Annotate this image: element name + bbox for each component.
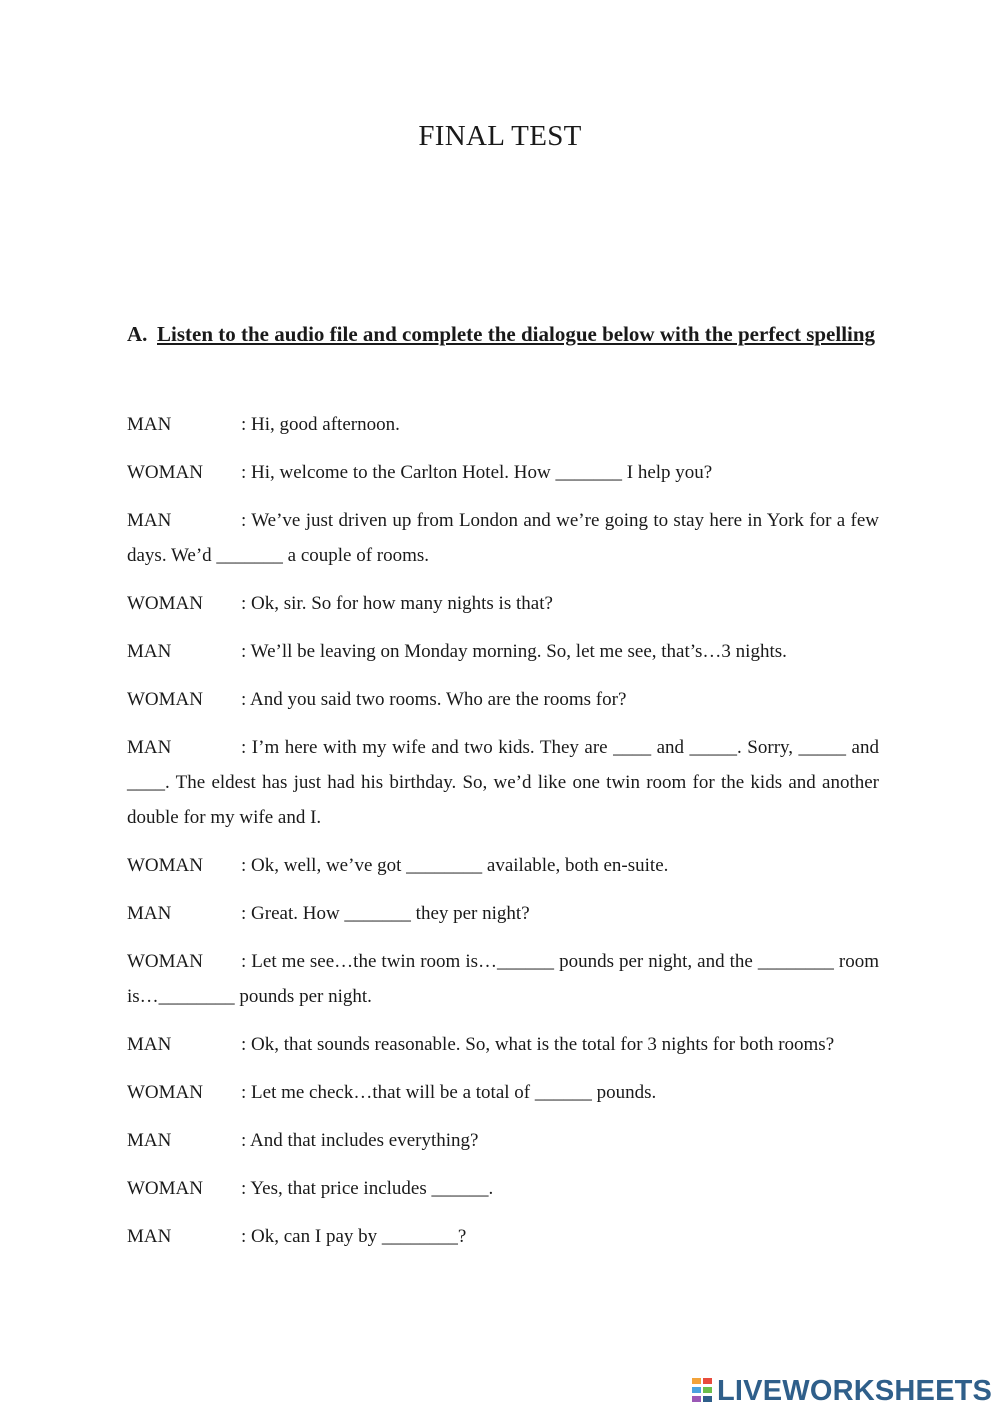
line-text: : And you said two rooms. Who are the rooms for? <box>241 689 627 710</box>
line-text: : I’m here with my wife and two kids. They are ____ and _____. Sorry, _____ and ____. The eldest has just had his birthday. So, we’d like one twin room for the kids and another double for my wife and I. <box>127 737 879 828</box>
line-text: : Hi, welcome to the Carlton Hotel. How _______ I help you? <box>241 462 713 483</box>
line-text: : Let me see…the twin room is…______ pounds per night, and the ________ room is…________ pounds per night. <box>127 951 879 1007</box>
speaker-label: MAN <box>127 1226 172 1247</box>
dialogue-line <box>127 1123 879 1158</box>
speaker-label: WOMAN <box>127 1082 203 1103</box>
dialogue-line <box>127 1219 879 1254</box>
speaker-label: MAN <box>127 903 172 924</box>
line-text: : Hi, good afternoon. <box>241 414 400 435</box>
dialogue-line <box>127 407 879 442</box>
line-text: : And that includes everything? <box>241 1130 479 1151</box>
speaker-label: WOMAN <box>127 593 203 614</box>
speaker-label: WOMAN <box>127 855 203 876</box>
dialogue-line <box>127 944 879 1014</box>
dialogue-line <box>127 848 879 883</box>
dialogue-line <box>127 455 879 490</box>
line-text: : We’ll be leaving on Monday morning. So, let me see, that’s…3 nights. <box>241 641 787 662</box>
speaker-label: MAN <box>127 510 172 531</box>
dialogue-line <box>127 1171 879 1206</box>
speaker-label: MAN <box>127 414 172 435</box>
speaker-label: MAN <box>127 1130 172 1151</box>
dialogue-line <box>127 682 879 717</box>
speaker-label: WOMAN <box>127 689 203 710</box>
dialogue-line <box>127 1027 879 1062</box>
line-text: : Ok, well, we’ve got ________ available, both en-suite. <box>241 855 669 876</box>
dialogue-line <box>127 634 879 669</box>
speaker-label: WOMAN <box>127 951 203 972</box>
line-text: : Ok, sir. So for how many nights is that? <box>241 593 553 614</box>
page-title: FINAL TEST <box>418 120 582 152</box>
speaker-label: MAN <box>127 1034 172 1055</box>
watermark-text: LIVEWORKSHEETS <box>717 1374 993 1407</box>
speaker-label: MAN <box>127 641 172 662</box>
dialogue-line <box>127 1075 879 1110</box>
line-text: : Great. How _______ they per night? <box>241 903 530 924</box>
liveworksheets-watermark <box>692 1374 992 1408</box>
dialogue-line <box>127 896 879 931</box>
dialogue-line <box>127 730 879 835</box>
dialogue-line <box>127 586 879 621</box>
dialogue-line <box>127 503 879 573</box>
speaker-label: WOMAN <box>127 462 203 483</box>
dialogue <box>127 407 879 1267</box>
liveworksheets-logo-icon <box>692 1376 714 1406</box>
speaker-label: MAN <box>127 737 172 758</box>
line-text: : Yes, that price includes ______. <box>241 1178 494 1199</box>
section-letter: A. <box>127 322 148 346</box>
speaker-label: WOMAN <box>127 1178 203 1199</box>
line-text: : Ok, can I pay by ________? <box>241 1226 467 1247</box>
line-text: : Let me check…that will be a total of ______ pounds. <box>241 1082 657 1103</box>
line-text: : We’ve just driven up from London and we’re going to stay here in York for a few days. We’d _______ a couple of rooms. <box>127 510 879 566</box>
line-text: : Ok, that sounds reasonable. So, what is the total for 3 nights for both rooms? <box>241 1034 835 1055</box>
section-instruction: Listen to the audio file and complete the dialogue below with the perfect spelling <box>157 322 876 346</box>
section-heading <box>127 314 883 354</box>
